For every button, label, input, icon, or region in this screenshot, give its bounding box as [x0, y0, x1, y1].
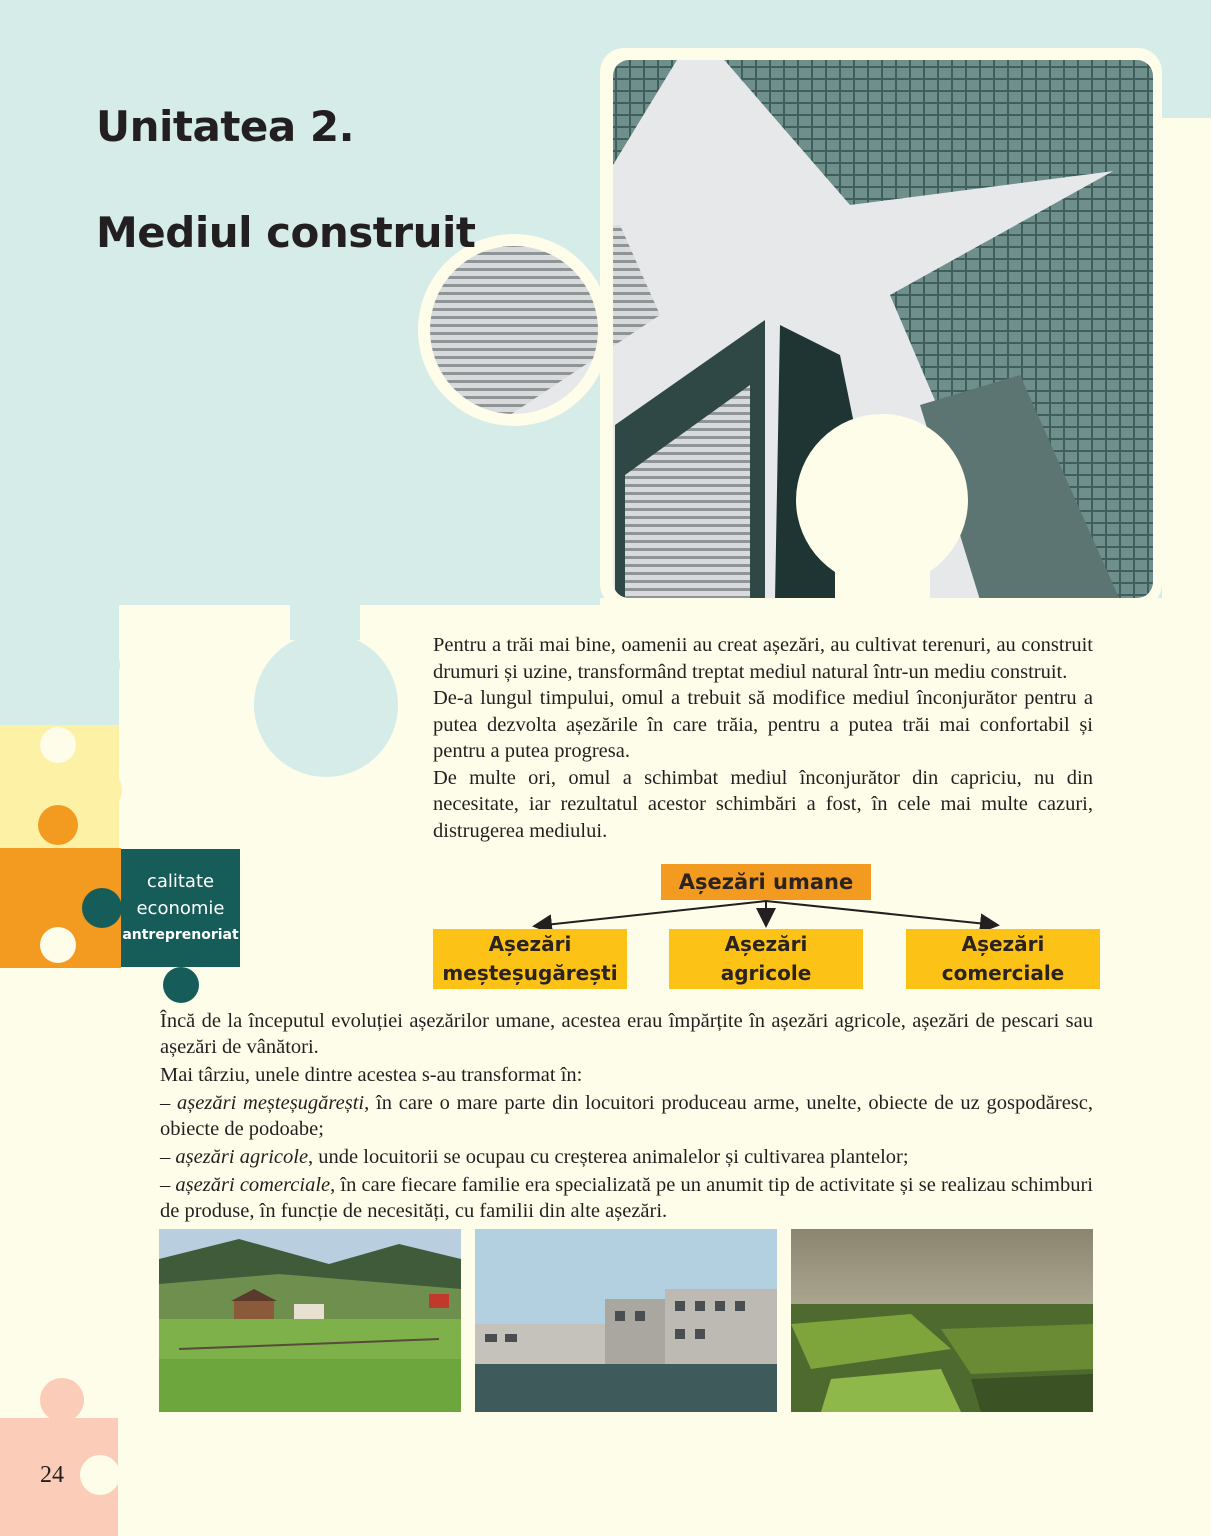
term: așezări agricole: [175, 1146, 309, 1168]
diagram-arrows: [520, 898, 1010, 932]
body-paragraph: Încă de la începutul evoluției așezărilor umane, acestea erau împărțite în așezări agricole, așezări de pescari sau așezări de vânători.: [160, 1010, 1093, 1058]
intro-paragraph: Pentru a trăi mai bine, oamenii au creat așezări, au cultivat terenuri, au construit drumuri și uzine, transformând treptat mediul natural într-un mediu construit.: [433, 634, 1093, 683]
body-paragraph: Mai târziu, unele dintre acestea s-au transformat în:: [160, 1064, 583, 1086]
box-label: agricole: [720, 961, 812, 985]
term: așezări comerciale: [175, 1174, 331, 1196]
diagram-root-box: Așezări umane: [661, 864, 871, 900]
item-text: , în care o mare parte din locuitori produceau arme, unelte, obiecte de uz gospodăresc, obiecte de podoabe;: [160, 1092, 1093, 1140]
tag-entrepreneurship: antreprenoriat: [122, 927, 239, 943]
skyscrapers-photo: [420, 55, 1160, 605]
list-item: [160, 1144, 1093, 1170]
list-item: [160, 1172, 1093, 1224]
list-item: [160, 1090, 1093, 1142]
item-text: , unde locuitorii se ocupau cu creșterea animalelor și cultivarea plantelor;: [308, 1146, 909, 1168]
box-label: comerciale: [941, 961, 1065, 985]
unit-subtitle: Mediul construit: [96, 208, 476, 257]
term: așezări meșteșugărești: [177, 1092, 365, 1114]
diagram-box-crafts: [433, 929, 627, 989]
industrial-riverside-photo: [475, 1229, 777, 1412]
competence-tags: [121, 849, 240, 967]
box-label: meșteșugărești: [442, 961, 618, 985]
page-number: 24: [40, 1462, 64, 1488]
intro-text: [433, 632, 1093, 844]
dash: –: [160, 1146, 171, 1168]
intro-paragraph: De multe ori, omul a schimbat mediul înconjurător din capriciu, nu din necesitate, iar rezultatul acestor schimbări a fost, în cele mai multe cazuri, distrugerea mediului.: [433, 766, 1093, 842]
tag-economy: economie: [136, 898, 225, 919]
box-label: Așezări: [724, 932, 808, 956]
dash: –: [160, 1092, 171, 1114]
body-text: [160, 1008, 1093, 1226]
diagram-box-agricultural: [669, 929, 863, 989]
box-label: Așezări: [961, 932, 1045, 956]
item-text: , în care fiecare familie era specializată pe un anumit tip de activitate și se realizau schimburi de produse, în funcție de necesități, cu familii din alte așezări.: [160, 1174, 1094, 1222]
dash: –: [160, 1174, 171, 1196]
village-photo: [159, 1229, 461, 1412]
unit-title: Unitatea 2.: [96, 102, 355, 151]
tag-quality: calitate: [146, 871, 215, 892]
intro-paragraph: De-a lungul timpului, omul a trebuit să modifice mediul înconjurător pentru a putea dezvolta așezările în care trăia, pentru a putea trăi mai confortabil și pentru a putea progresa.: [433, 687, 1093, 762]
farmland-aerial-photo: [791, 1229, 1093, 1412]
box-label: Așezări: [488, 932, 572, 956]
diagram-box-commercial: [906, 929, 1100, 989]
